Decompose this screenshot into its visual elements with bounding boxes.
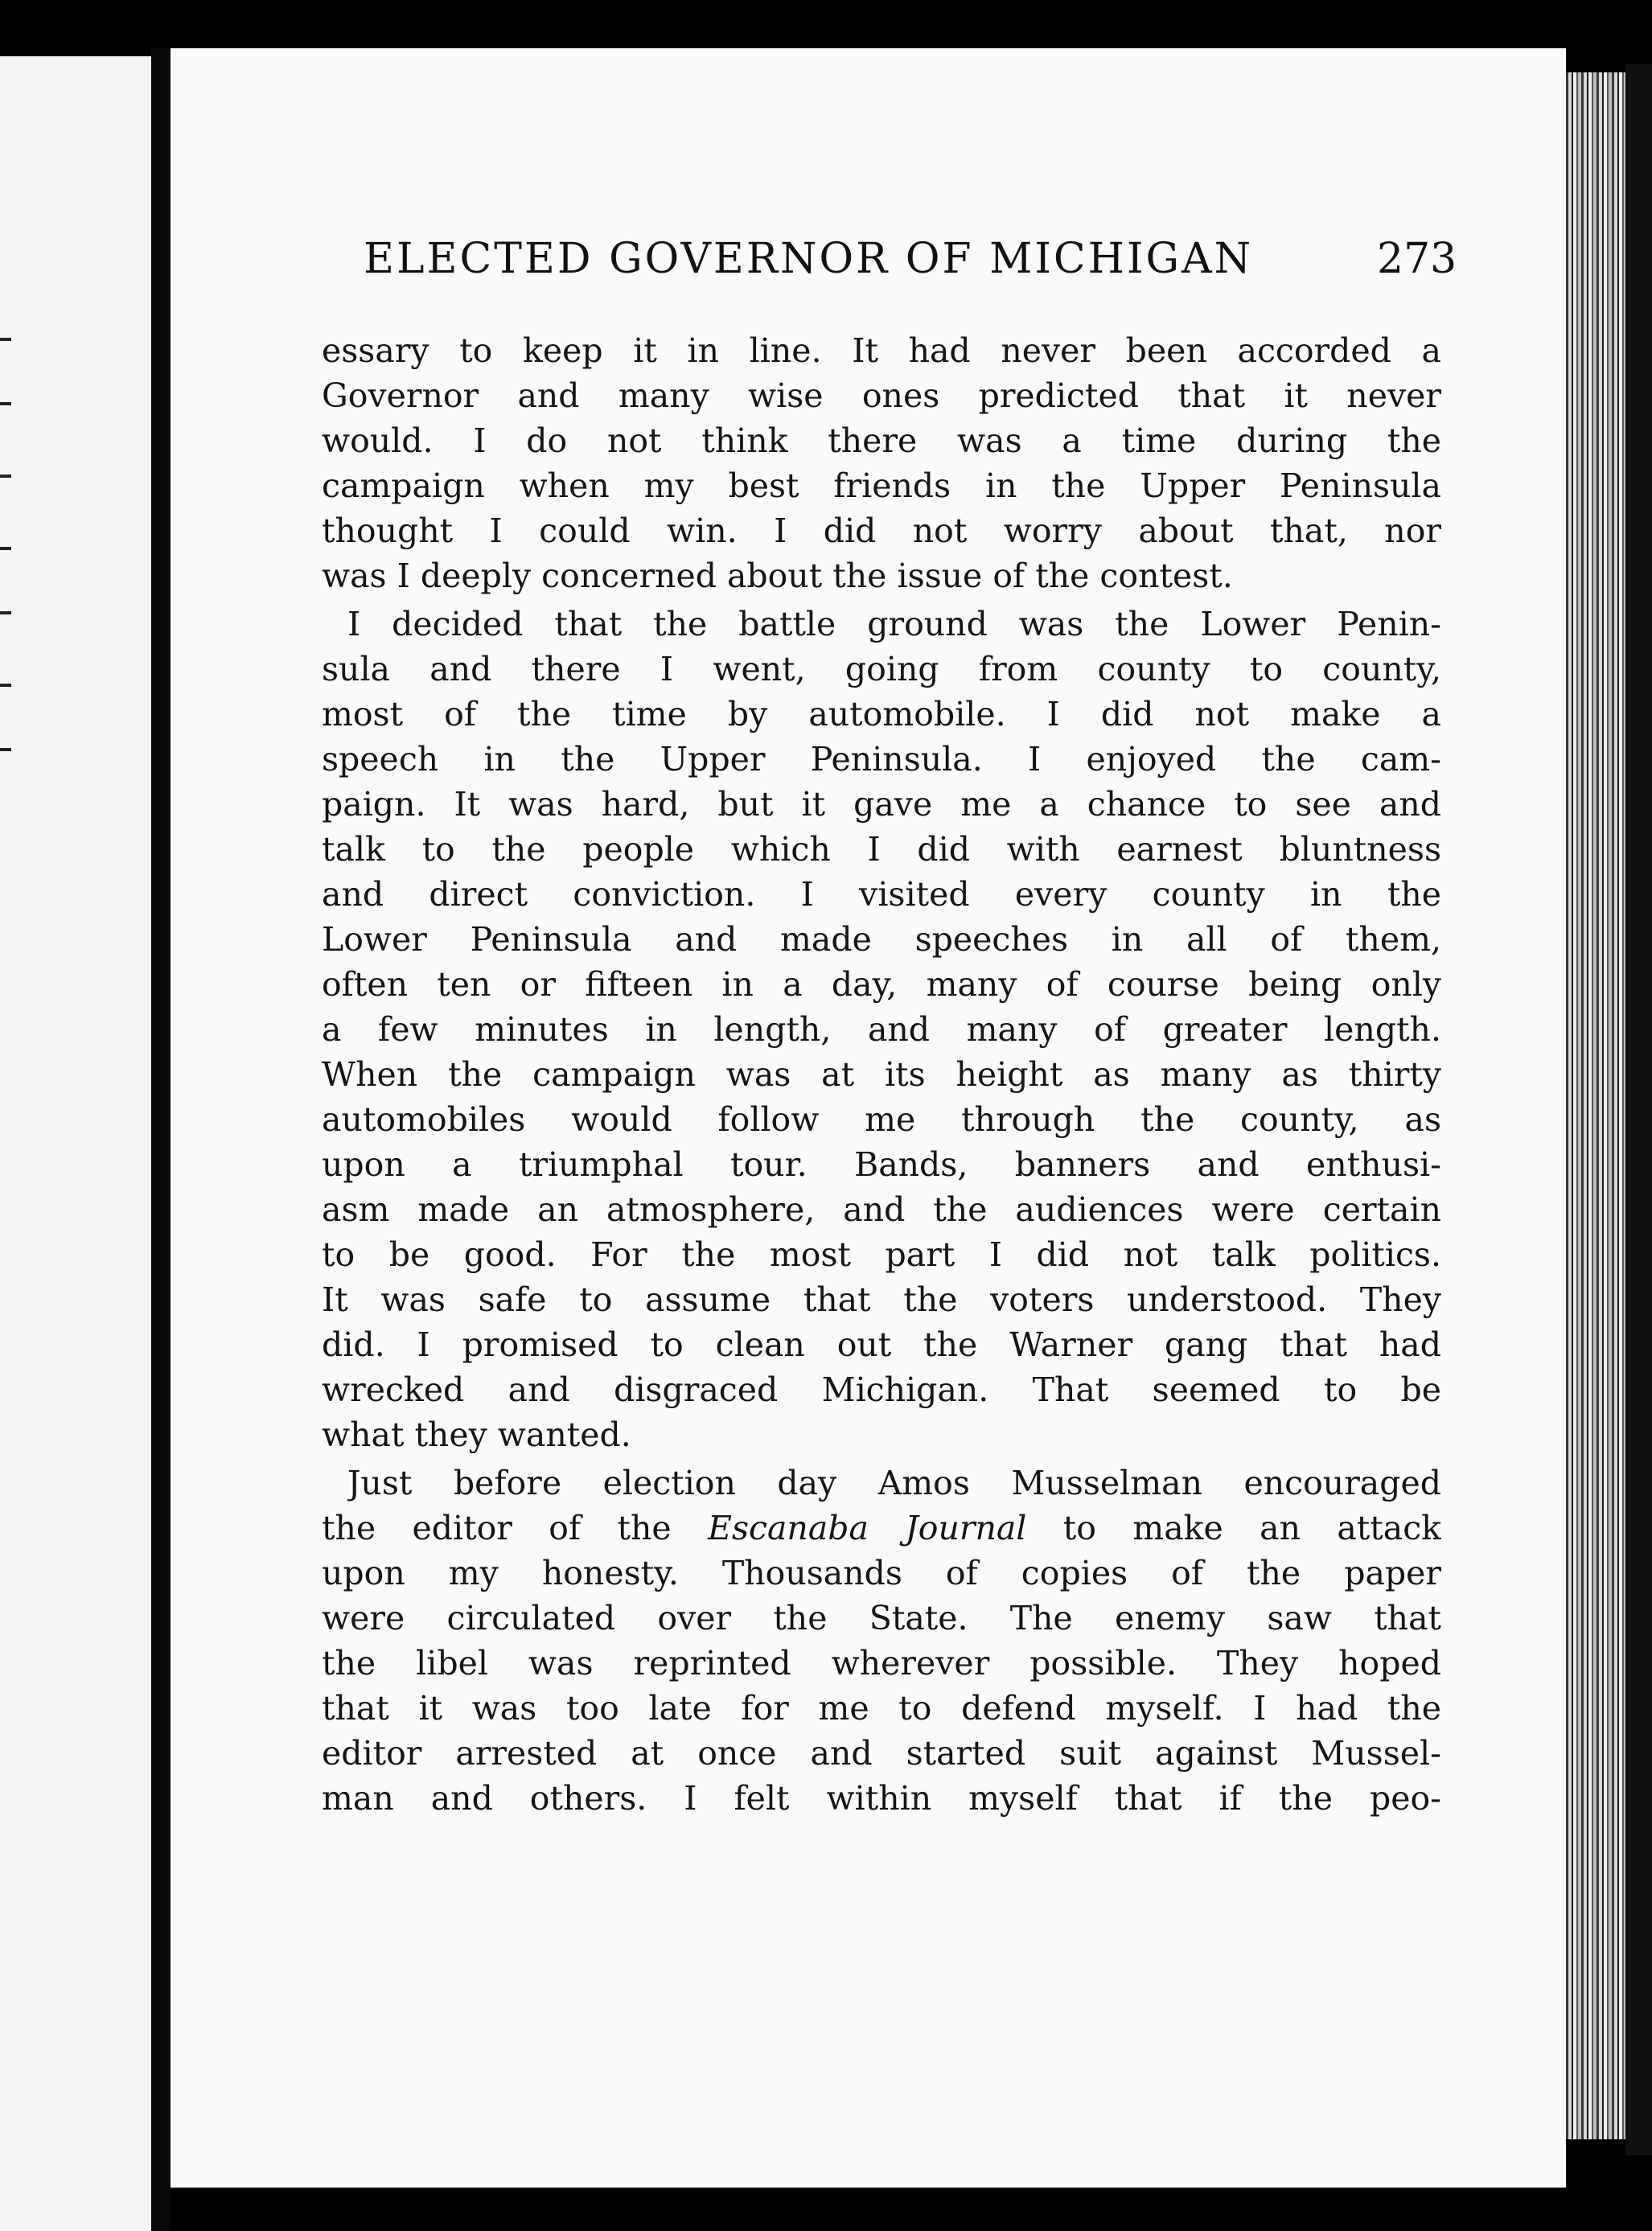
text-line: Governor and many wise ones predicted that it never [322,376,1441,415]
text-line: what they wanted. [322,1415,631,1454]
scan-border [1625,64,1652,2155]
text-line: talk to the people which I did with earnest bluntness [322,830,1441,869]
text-line: asm made an atmosphere, and the audiences were certain [322,1190,1441,1229]
text-line-with-italic [322,1506,1441,1551]
text-line: would. I do not think there was a time during the [322,421,1441,460]
text-line: Lower Peninsula and made speeches in all of them, [322,920,1441,959]
text-line: thought I could win. I did not worry about that, nor [322,512,1441,550]
page-stack-edge [1566,72,1625,2139]
page-mark [0,748,11,751]
paragraph-start-line: Just before election day Amos Musselman encouraged [347,1464,1441,1502]
text-line: a few minutes in length, and many of greater length. [322,1010,1441,1049]
text-line: were circulated over the State. The enemy saw that [322,1599,1441,1637]
text-line: campaign when my best friends in the Upper Peninsula [322,466,1441,505]
text-line: upon a triumphal tour. Bands, banners and enthusi- [322,1145,1441,1184]
text-line: man and others. I felt within myself that if the peo- [322,1779,1441,1818]
page-mark [0,611,11,614]
text-line: essary to keep it in line. It had never been accorded a [322,331,1441,370]
text-line: When the campaign was at its height as many as thirty [322,1055,1441,1094]
paragraph-start-line: I decided that the battle ground was the Lower Penin- [347,605,1441,643]
text-segment: to make an attack [1026,1509,1441,1547]
page-mark [0,547,11,550]
text-line: was I deeply concerned about the issue of the contest. [322,557,1233,595]
page-number: 273 [1377,235,1457,283]
book-gutter [151,48,171,2231]
page-mark [0,475,11,478]
previous-page-edge [0,56,151,2231]
text-line: the libel was reprinted wherever possible. They hoped [322,1644,1441,1682]
text-line: editor arrested at once and started suit against Mussel- [322,1734,1441,1773]
text-line: upon my honesty. Thousands of copies of the paper [322,1554,1441,1592]
text-line: wrecked and disgraced Michigan. That seemed to be [322,1370,1441,1409]
text-line: to be good. For the most part I did not talk politics. [322,1235,1441,1274]
text-line: often ten or fifteen in a day, many of course being only [322,965,1441,1004]
text-line: paign. It was hard, but it gave me a chance to see and [322,785,1441,824]
text-line: did. I promised to clean out the Warner gang that had [322,1325,1441,1364]
text-line: speech in the Upper Peninsula. I enjoyed the cam- [322,740,1441,779]
page-mark [0,402,11,405]
text-line: automobiles would follow me through the county, as [322,1100,1441,1139]
running-head: ELECTED GOVERNOR OF MICHIGAN [364,235,1254,283]
text-line: most of the time by automobile. I did not make a [322,695,1441,733]
newspaper-title: Escanaba Journal [708,1509,1027,1547]
book-page [171,48,1566,2188]
text-line: that it was too late for me to defend myself. I had the [322,1689,1441,1728]
text-line: It was safe to assume that the voters understood. They [322,1280,1441,1319]
page-mark [0,684,11,687]
text-line: and direct conviction. I visited every county in the [322,875,1441,914]
text-segment: the editor of the [322,1509,709,1547]
text-line: sula and there I went, going from county to county, [322,650,1441,688]
page-mark [0,338,11,341]
